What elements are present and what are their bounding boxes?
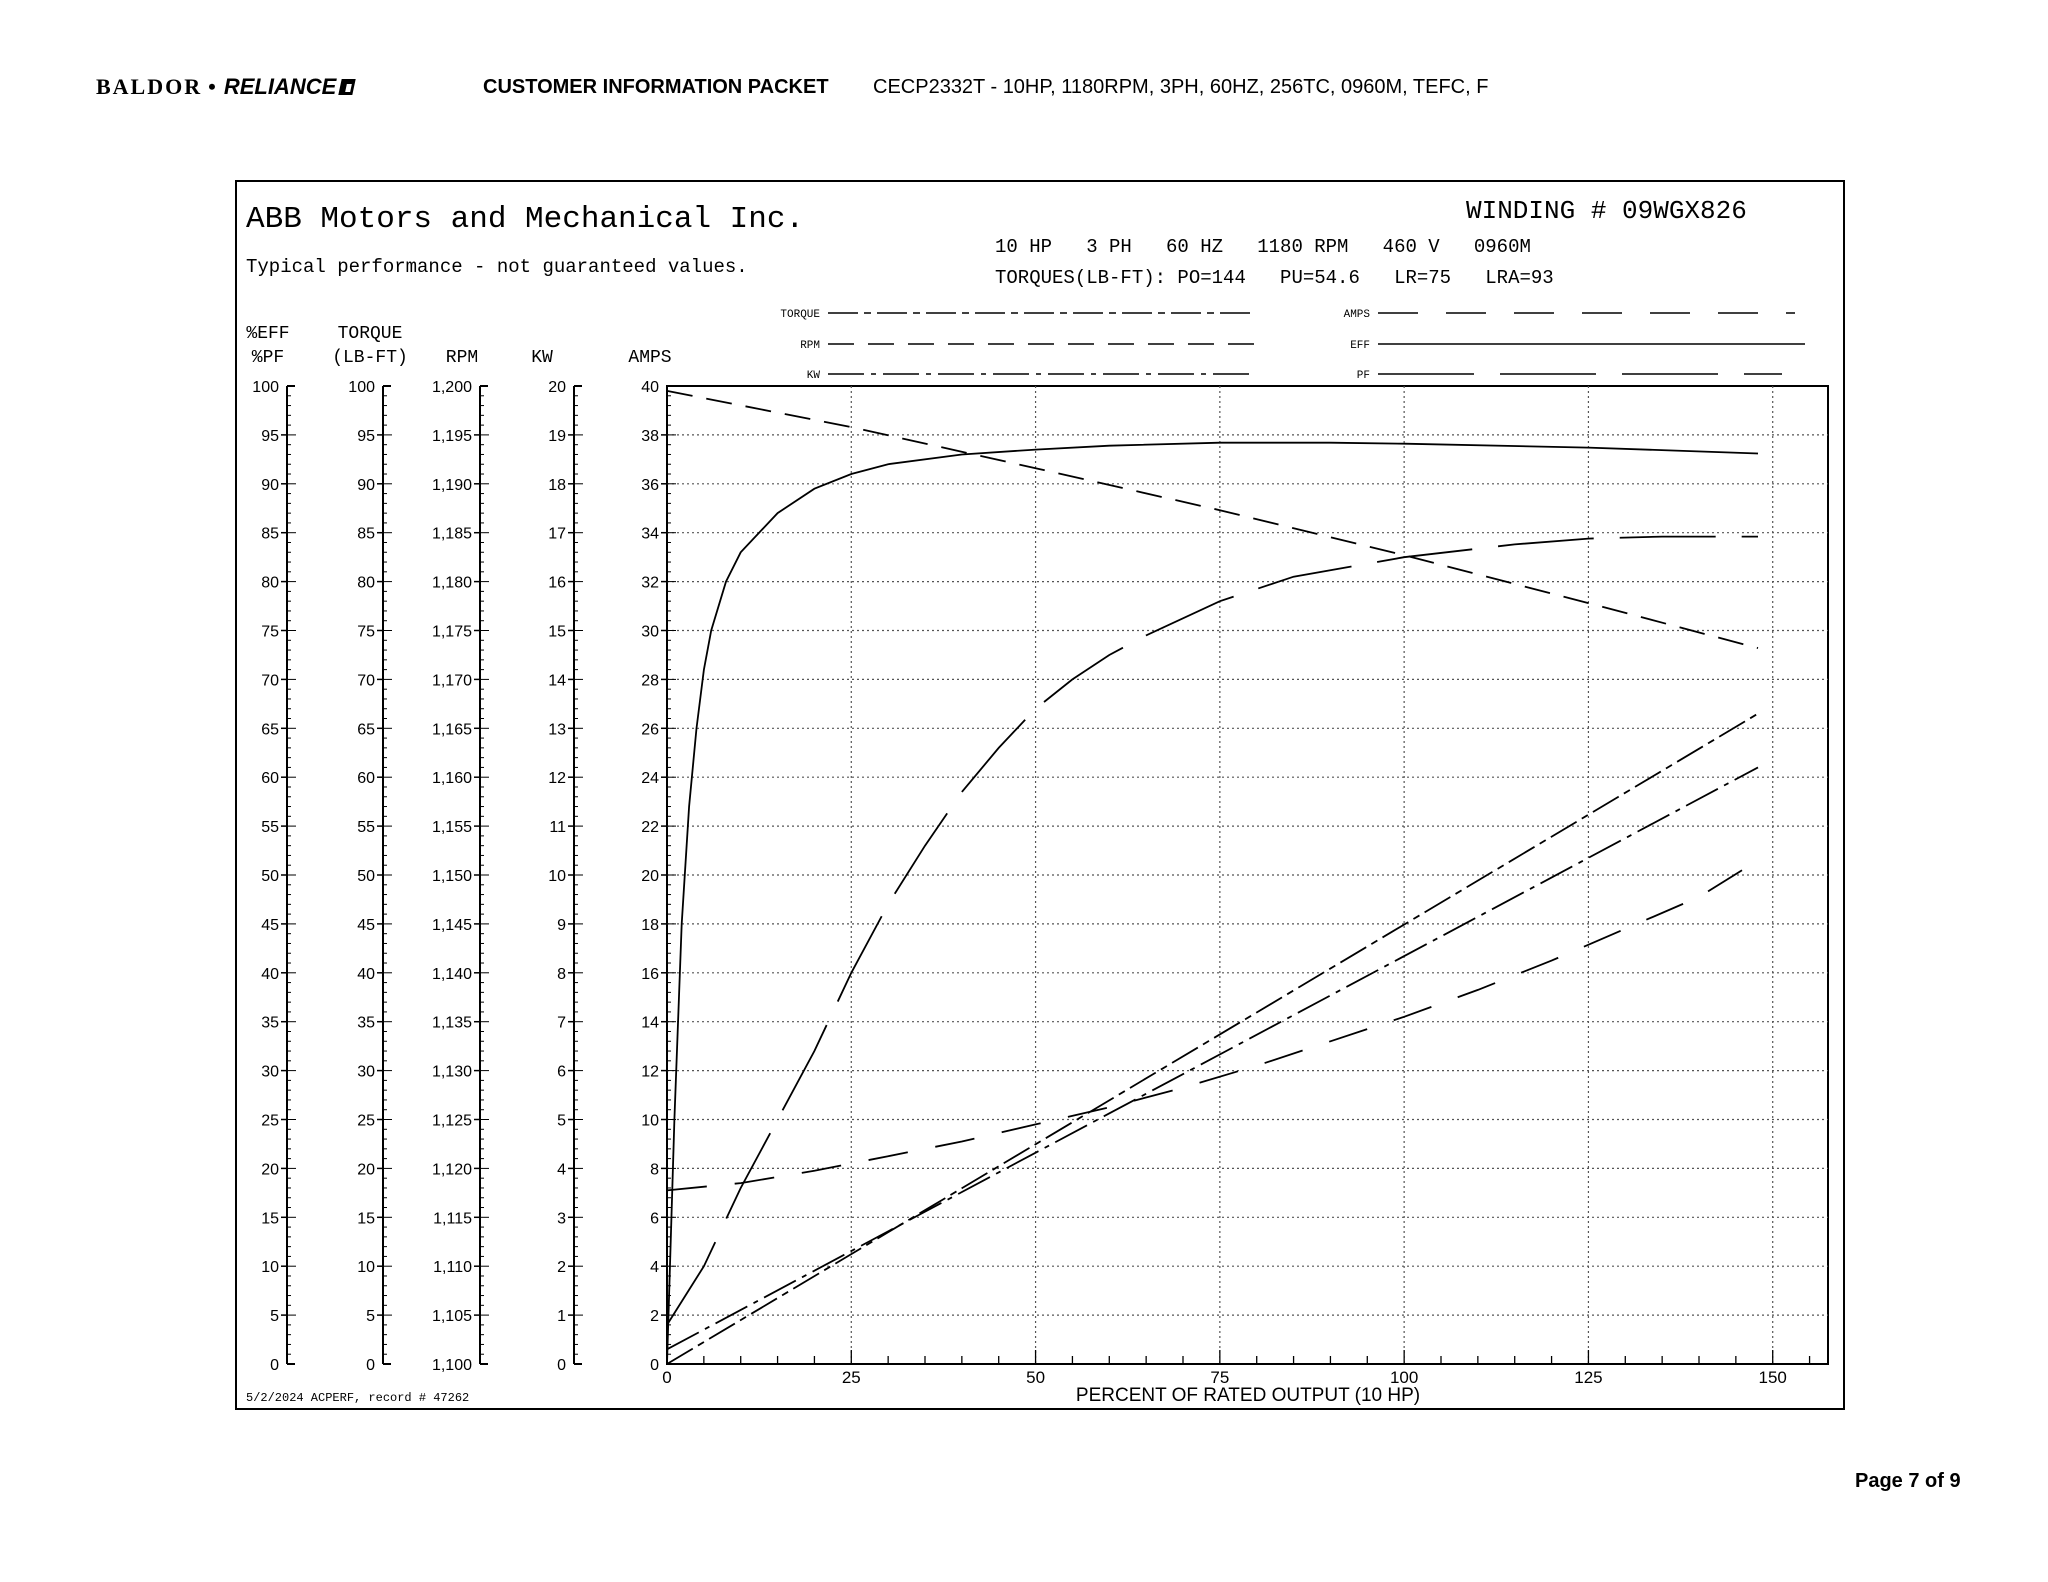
scale-header: RPM: [445, 348, 479, 368]
scale-tick-label: 32: [641, 574, 659, 592]
scale-tick-label: 18: [641, 916, 659, 934]
scale-tick-label: 100: [348, 379, 375, 396]
scale-tick-label: 1,130: [431, 1063, 472, 1081]
legend-label: EFF: [1350, 340, 1370, 352]
scale-tick-label: 80: [261, 574, 279, 592]
scale-tick-label: 0: [650, 1357, 659, 1374]
brand-separator: •: [208, 74, 218, 99]
scale-header: TORQUE: [337, 324, 403, 344]
scale-tick-label: 70: [261, 672, 279, 690]
chart-subtitle: Typical performance - not guaranteed values.: [246, 256, 748, 278]
scale-tick-label: 65: [357, 721, 375, 739]
series-amps: [667, 860, 1758, 1190]
scale-tick-label: 50: [357, 868, 375, 885]
scale-tick-label: 95: [261, 427, 279, 445]
x-tick-label: 125: [1574, 1368, 1603, 1387]
legend-label: KW: [806, 370, 820, 382]
rating-line: 10 HP 3 PH 60 HZ 1180 RPM 460 V 0960M: [995, 236, 1531, 258]
x-tick-label: 50: [1026, 1368, 1046, 1387]
series-eff: [667, 443, 1758, 1364]
x-tick-label: 0: [662, 1368, 672, 1387]
scale-tick-label: 10: [261, 1259, 279, 1277]
scale-tick-label: 17: [548, 525, 566, 543]
page-number: Page 7 of 9: [1855, 1470, 1961, 1492]
x-tick-label: 150: [1758, 1368, 1787, 1387]
scale-tick-label: 50: [261, 868, 279, 885]
brand-baldor: BALDOR: [96, 74, 203, 99]
scale-tick-label: 1: [557, 1308, 566, 1326]
scale-tick-label: 20: [261, 1161, 279, 1179]
scale-tick-label: 80: [357, 574, 375, 592]
scale-tick-label: 22: [641, 819, 659, 837]
scale-tick-label: 45: [357, 916, 375, 934]
scale-tick-label: 12: [548, 770, 566, 788]
scale-tick-label: 1,200: [431, 379, 472, 396]
packet-title: CUSTOMER INFORMATION PACKET: [483, 76, 829, 98]
scale-tick-label: 35: [261, 1014, 279, 1032]
scale-tick-label: 24: [641, 770, 659, 788]
scale-tick-label: 1,185: [431, 525, 472, 543]
scale-tick-label: 1,140: [431, 965, 472, 983]
scale-tick-label: 34: [641, 525, 659, 543]
legend-label: RPM: [800, 340, 820, 352]
series-kw: [667, 767, 1758, 1349]
scale-tick-label: 1,145: [431, 916, 472, 934]
x-tick-label: 25: [841, 1368, 861, 1387]
scale-tick-label: 55: [357, 819, 375, 837]
scale-tick-label: 1,150: [431, 868, 472, 885]
scale-tick-label: 9: [557, 916, 566, 934]
x-axis-label: PERCENT OF RATED OUTPUT (10 HP): [1075, 1385, 1421, 1406]
scale-tick-label: 3: [557, 1210, 566, 1228]
scale-tick-label: 8: [650, 1161, 659, 1179]
scale-tick-label: 12: [641, 1063, 659, 1081]
scale-tick-label: 1,155: [431, 819, 472, 837]
scale-tick-label: 1,165: [431, 721, 472, 739]
scale-tick-label: 2: [557, 1259, 566, 1277]
scale-tick-label: 10: [357, 1259, 375, 1277]
scale-tick-label: 15: [357, 1210, 375, 1228]
scale-tick-label: 1,190: [431, 476, 472, 494]
x-axis: [662, 1350, 1809, 1387]
series-rpm: [667, 391, 1758, 648]
brand-reliance: RELIANCE: [223, 74, 337, 99]
scale-tick-label: 14: [548, 672, 566, 690]
scale-tick-label: 75: [357, 623, 375, 641]
scale-tick-label: 6: [650, 1210, 659, 1228]
scale-tick-label: 1,160: [431, 770, 472, 788]
scale-tick-label: 65: [261, 721, 279, 739]
scale-tick-label: 1,105: [431, 1308, 472, 1326]
scale-tick-label: 60: [261, 770, 279, 788]
scale-tick-label: 4: [557, 1161, 566, 1179]
chart-title: ABB Motors and Mechanical Inc.: [246, 202, 805, 237]
scale-tick-label: 5: [366, 1308, 375, 1326]
scale-tick-label: 10: [548, 868, 566, 885]
scale-tick-label: 5: [270, 1308, 279, 1326]
scale-tick-label: 2: [650, 1308, 659, 1326]
scale-tick-label: 25: [357, 1112, 375, 1130]
torques-line: TORQUES(LB-FT): PO=144 PU=54.6 LR=75 LRA=93: [995, 267, 1554, 289]
scale-header: %PF: [251, 348, 285, 368]
scale-tick-label: 16: [641, 965, 659, 983]
scale-header: %EFF: [246, 324, 290, 344]
scale-tick-label: 70: [357, 672, 375, 690]
legend: [780, 309, 1805, 382]
scale-tick-label: 30: [261, 1063, 279, 1081]
scale-tick-label: 1,180: [431, 574, 472, 592]
scale-tick-label: 1,115: [433, 1210, 472, 1228]
x-tick-label: 100: [1389, 1368, 1419, 1387]
scale-tick-label: 38: [641, 427, 659, 445]
scale-tick-label: 0: [557, 1357, 566, 1374]
scale-tick-label: 40: [357, 965, 375, 983]
scale-tick-label: 28: [641, 672, 659, 690]
scale-tick-label: 40: [261, 965, 279, 983]
legend-label: AMPS: [1343, 309, 1370, 321]
scale-tick-label: 20: [357, 1161, 375, 1179]
scale-tick-label: 1,135: [431, 1014, 472, 1032]
scale-tick-label: 26: [641, 721, 659, 739]
scale-tick-label: 0: [366, 1357, 375, 1374]
scale-tick-label: 19: [548, 427, 566, 445]
scale-tick-label: 1,175: [431, 623, 472, 641]
scale-tick-label: 4: [650, 1259, 659, 1277]
scale-tick-label: 85: [261, 525, 279, 543]
scale-tick-label: 100: [252, 379, 279, 396]
scale-tick-label: 16: [548, 574, 566, 592]
y-axes: [246, 324, 676, 1374]
scale-tick-label: 40: [641, 379, 659, 396]
chart-footnote: 5/2/2024 ACPERF, record # 47262: [246, 1391, 470, 1405]
legend-label: TORQUE: [780, 309, 820, 321]
scale-tick-label: 75: [261, 623, 279, 641]
scale-header: (LB-FT): [332, 348, 408, 368]
scale-tick-label: 6: [557, 1063, 566, 1081]
scale-tick-label: 15: [261, 1210, 279, 1228]
scale-tick-label: 20: [548, 379, 566, 396]
scale-tick-label: 1,100: [431, 1357, 472, 1374]
scale-tick-label: 7: [557, 1014, 566, 1032]
scale-tick-label: 55: [261, 819, 279, 837]
model-line: CECP2332T - 10HP, 1180RPM, 3PH, 60HZ, 256TC, 0960M, TEFC, F: [873, 76, 1489, 98]
scale-tick-label: 90: [357, 476, 375, 494]
scale-tick-label: 10: [641, 1112, 659, 1130]
grid: [667, 386, 1828, 1364]
scale-tick-label: 0: [270, 1357, 279, 1374]
series-pf: [667, 537, 1758, 1325]
scale-tick-label: 8: [557, 965, 566, 983]
x-tick-label: 75: [1210, 1368, 1230, 1387]
scale-tick-label: 20: [641, 868, 659, 885]
scale-tick-label: 1,120: [431, 1161, 472, 1179]
scale-tick-label: 1,170: [431, 672, 472, 690]
legend-label: PF: [1356, 370, 1370, 382]
scale-tick-label: 25: [261, 1112, 279, 1130]
scale-tick-label: 60: [357, 770, 375, 788]
scale-tick-label: 11: [549, 819, 566, 837]
scale-tick-label: 45: [261, 916, 279, 934]
scale-tick-label: 30: [357, 1063, 375, 1081]
scale-tick-label: 85: [357, 525, 375, 543]
scale-tick-label: 90: [261, 476, 279, 494]
scale-tick-label: 30: [641, 623, 659, 641]
scale-tick-label: 36: [641, 476, 659, 494]
scale-tick-label: 18: [548, 476, 566, 494]
scale-tick-label: 35: [357, 1014, 375, 1032]
scale-tick-label: 1,125: [431, 1112, 472, 1130]
scale-header: AMPS: [628, 348, 672, 368]
scale-tick-label: 13: [548, 721, 566, 739]
scale-tick-label: 1,195: [431, 427, 472, 445]
winding-label: WINDING # 09WGX826: [1466, 196, 1747, 226]
scale-tick-label: 14: [641, 1014, 659, 1032]
scale-header: KW: [531, 348, 553, 368]
scale-tick-label: 5: [557, 1112, 566, 1130]
series-lines: [667, 391, 1758, 1364]
scale-tick-label: 15: [548, 623, 566, 641]
scale-tick-label: 1,110: [433, 1259, 472, 1277]
scale-tick-label: 95: [357, 427, 375, 445]
